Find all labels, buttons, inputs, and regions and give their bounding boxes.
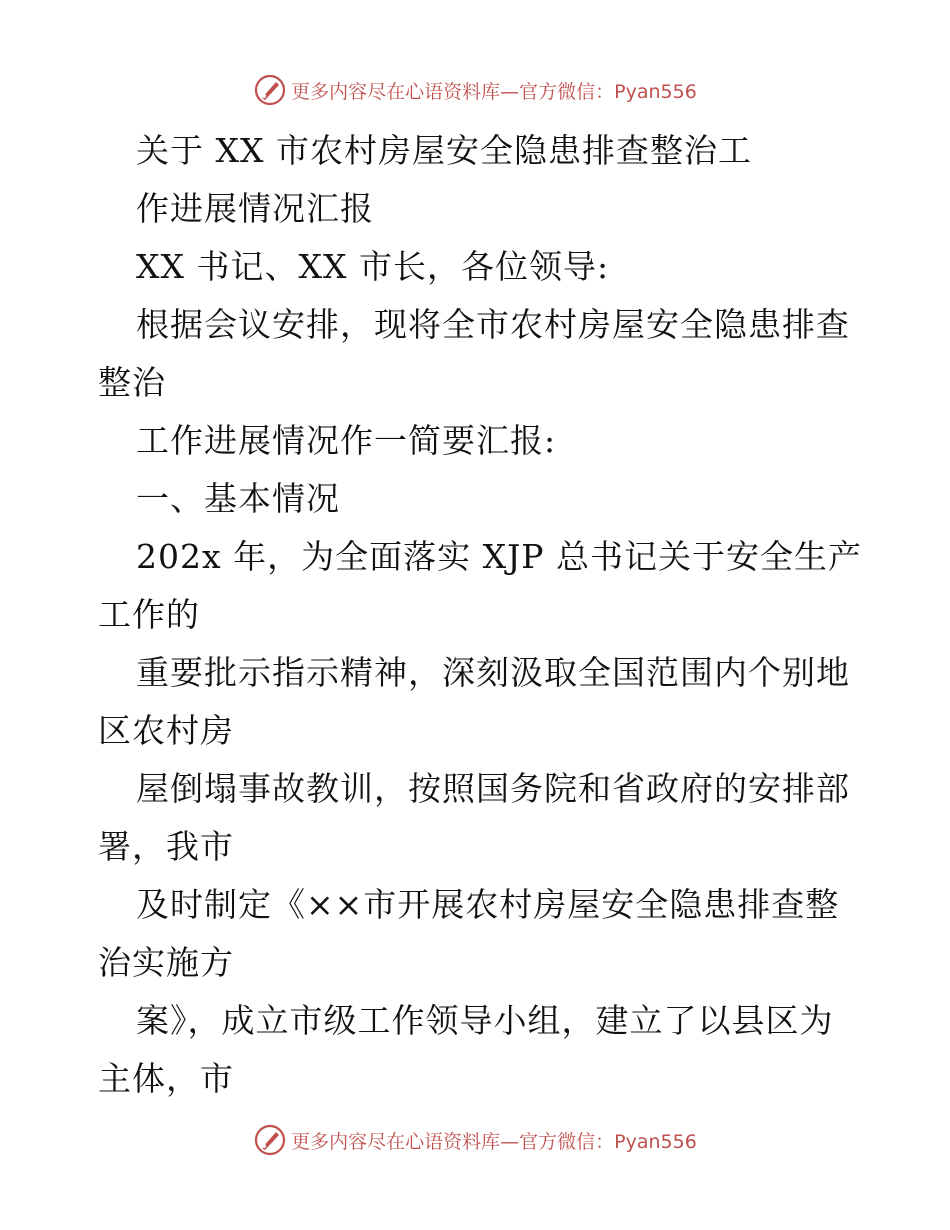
paragraph-line: 工作进展情况作一简要汇报:	[136, 421, 557, 460]
paragraph-line: 治实施方	[98, 943, 234, 982]
paragraph-line: 工作的	[98, 595, 200, 634]
footer-banner	[0, 1120, 950, 1160]
header-banner	[0, 70, 950, 110]
paragraph-line: 署，我市	[98, 827, 234, 866]
salutation: XX 书记、XX 市长，各位领导:	[136, 247, 610, 286]
document-title-line-2: 作进展情况汇报	[136, 189, 374, 228]
paragraph-line: 主体，市	[98, 1059, 234, 1098]
paragraph-line: 202x 年，为全面落实 XJP 总书记关于安全生产	[136, 537, 862, 576]
paragraph-line: 区农村房	[98, 711, 234, 750]
paragraph-line: 屋倒塌事故教训，按照国务院和省政府的安排部	[136, 769, 850, 808]
pen-logo-icon	[253, 1123, 287, 1157]
paragraph-line: 根据会议安排，现将全市农村房屋安全隐患排查	[136, 305, 850, 344]
paragraph-line: 重要批示指示精神，深刻汲取全国范围内个别地	[136, 653, 850, 692]
banner-text: 更多内容尽在心语资料库—官方微信：Pyan556	[291, 80, 697, 103]
pen-logo-icon	[253, 73, 287, 107]
banner-text: 更多内容尽在心语资料库—官方微信：Pyan556	[291, 1130, 697, 1153]
document-body	[98, 122, 862, 1108]
section-heading: 一、基本情况	[136, 479, 340, 518]
paragraph-line: 案》，成立市级工作领导小组，建立了以县区为	[136, 1001, 834, 1040]
paragraph-line: 整治	[98, 363, 166, 402]
paragraph-line: 及时制定《××市开展农村房屋安全隐患排查整	[136, 885, 840, 924]
document-title-line-1: 关于 XX 市农村房屋安全隐患排查整治工	[136, 131, 752, 170]
